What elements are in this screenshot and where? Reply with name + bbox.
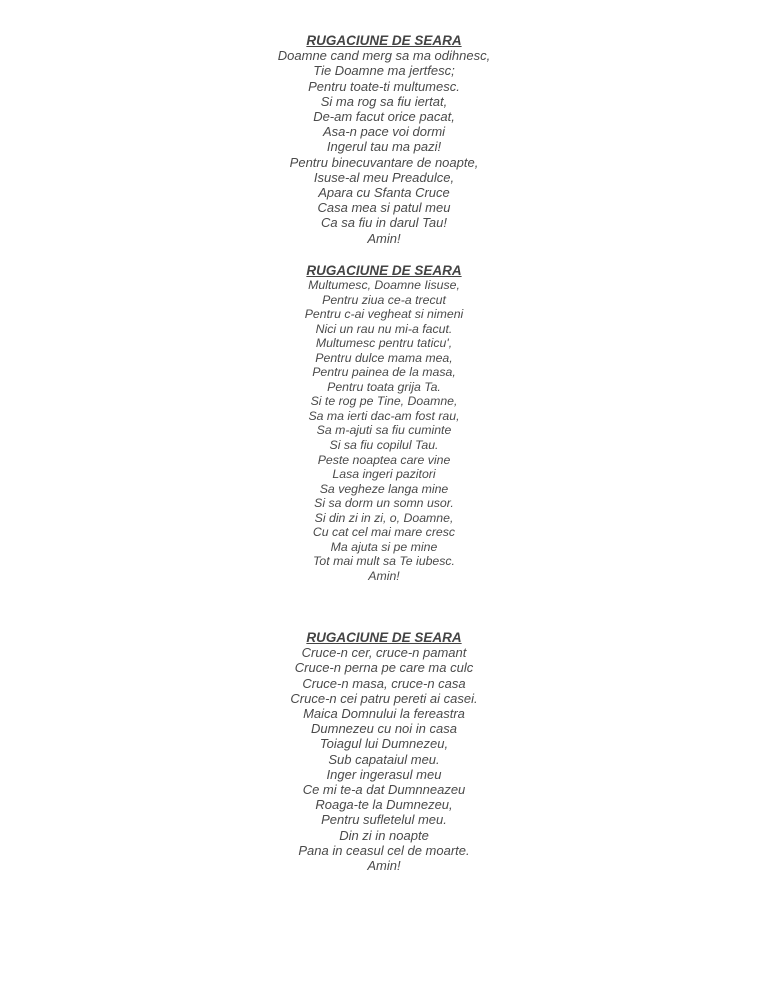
verse-line: De-am facut orice pacat, [313, 109, 455, 125]
verse-line: Inger ingerasul meu [326, 766, 442, 782]
verse-line: Cruce-n cer, cruce-n pamant [301, 645, 467, 661]
verse-line: Cruce-n cei patru pereti ai casei. [290, 690, 478, 706]
verse-line: Cruce-n masa, cruce-n casa [302, 675, 466, 691]
verse-line: Multumesc pentru taticu', [315, 336, 453, 351]
verse-line: Ma ajuta si pe mine [330, 539, 438, 554]
verse-line: Amin! [368, 568, 400, 583]
verse-line: Casa mea si patul meu [317, 200, 451, 216]
verse-line: Pentru dulce mama mea, [315, 350, 453, 365]
verse-line: Si din zi in zi, o, Doamne, [314, 510, 454, 525]
verse-line: Pentru c-ai vegheat si nimeni [304, 307, 464, 322]
prayer-title: RUGACIUNE DE SEARA [306, 263, 462, 278]
verse-line: Cruce-n perna pe care ma culc [294, 660, 474, 676]
verse-line: Isuse-al meu Preadulce, [313, 169, 455, 185]
verse-line: Si te rog pe Tine, Doamne, [310, 394, 458, 409]
verse-line: Din zi in noapte [339, 827, 429, 843]
prayer-title: RUGACIUNE DE SEARA [306, 630, 462, 645]
prayer-verse [0, 645, 768, 873]
verse-line: Tie Doamne ma jertfesc; [313, 63, 455, 79]
verse-line: Asa-n pace voi dormi [322, 124, 446, 140]
prayer-verse [0, 48, 768, 246]
verse-line: Sa vegheze langa mine [319, 481, 449, 496]
verse-line: Sub capataiul meu. [328, 751, 440, 767]
verse-line: Pentru sufletelul meu. [321, 812, 447, 828]
verse-line: Nici un rau nu mi-a facut. [315, 321, 453, 336]
verse-line: Sa m-ajuti sa fiu cuminte [316, 423, 452, 438]
verse-line: Sa ma ierti dac-am fost rau, [308, 408, 460, 423]
prayer-verse [0, 278, 768, 583]
verse-line: Toiagul lui Dumnezeu, [319, 736, 449, 752]
verse-line: Doamne cand merg sa ma odihnesc, [277, 48, 491, 64]
verse-line: Tot mai mult sa Te iubesc. [313, 554, 455, 569]
verse-line: Pentru binecuvantare de noapte, [289, 154, 479, 170]
verse-line: Pentru painea de la masa, [312, 365, 456, 380]
verse-line: Amin! [367, 858, 401, 874]
prayer-section [0, 263, 768, 583]
prayer-title: RUGACIUNE DE SEARA [306, 33, 462, 48]
verse-line: Dumnezeu cu noi in casa [311, 721, 457, 737]
verse-line: Ce mi te-a dat Dumnneazeu [302, 782, 466, 798]
verse-line: Peste noaptea care vine [317, 452, 451, 467]
verse-line: Amin! [367, 230, 401, 246]
verse-line: Si sa dorm un somn usor. [314, 496, 454, 511]
verse-line: Pentru toata grija Ta. [327, 379, 441, 394]
verse-line: Pentru toate-ti multumesc. [308, 78, 460, 94]
verse-line: Si sa fiu copilul Tau. [329, 438, 439, 453]
prayer-section [0, 630, 768, 873]
verse-line: Roaga-te la Dumnezeu, [315, 797, 453, 813]
verse-line: Pana in ceasul cel de moarte. [298, 842, 470, 858]
verse-line: Si ma rog sa fiu iertat, [320, 93, 448, 109]
prayer-section [0, 33, 768, 246]
verse-line: Pentru ziua ce-a trecut [322, 292, 446, 307]
verse-line: Apara cu Sfanta Cruce [318, 185, 450, 201]
verse-line: Cu cat cel mai mare cresc [312, 525, 456, 540]
verse-line: Ca sa fiu in darul Tau! [321, 215, 447, 231]
verse-line: Maica Domnului la fereastra [303, 706, 465, 722]
verse-line: Multumesc, Doamne Iisuse, [308, 278, 460, 292]
verse-line: Ingerul tau ma pazi! [326, 139, 442, 155]
verse-line: Lasa ingeri pazitori [332, 467, 436, 482]
